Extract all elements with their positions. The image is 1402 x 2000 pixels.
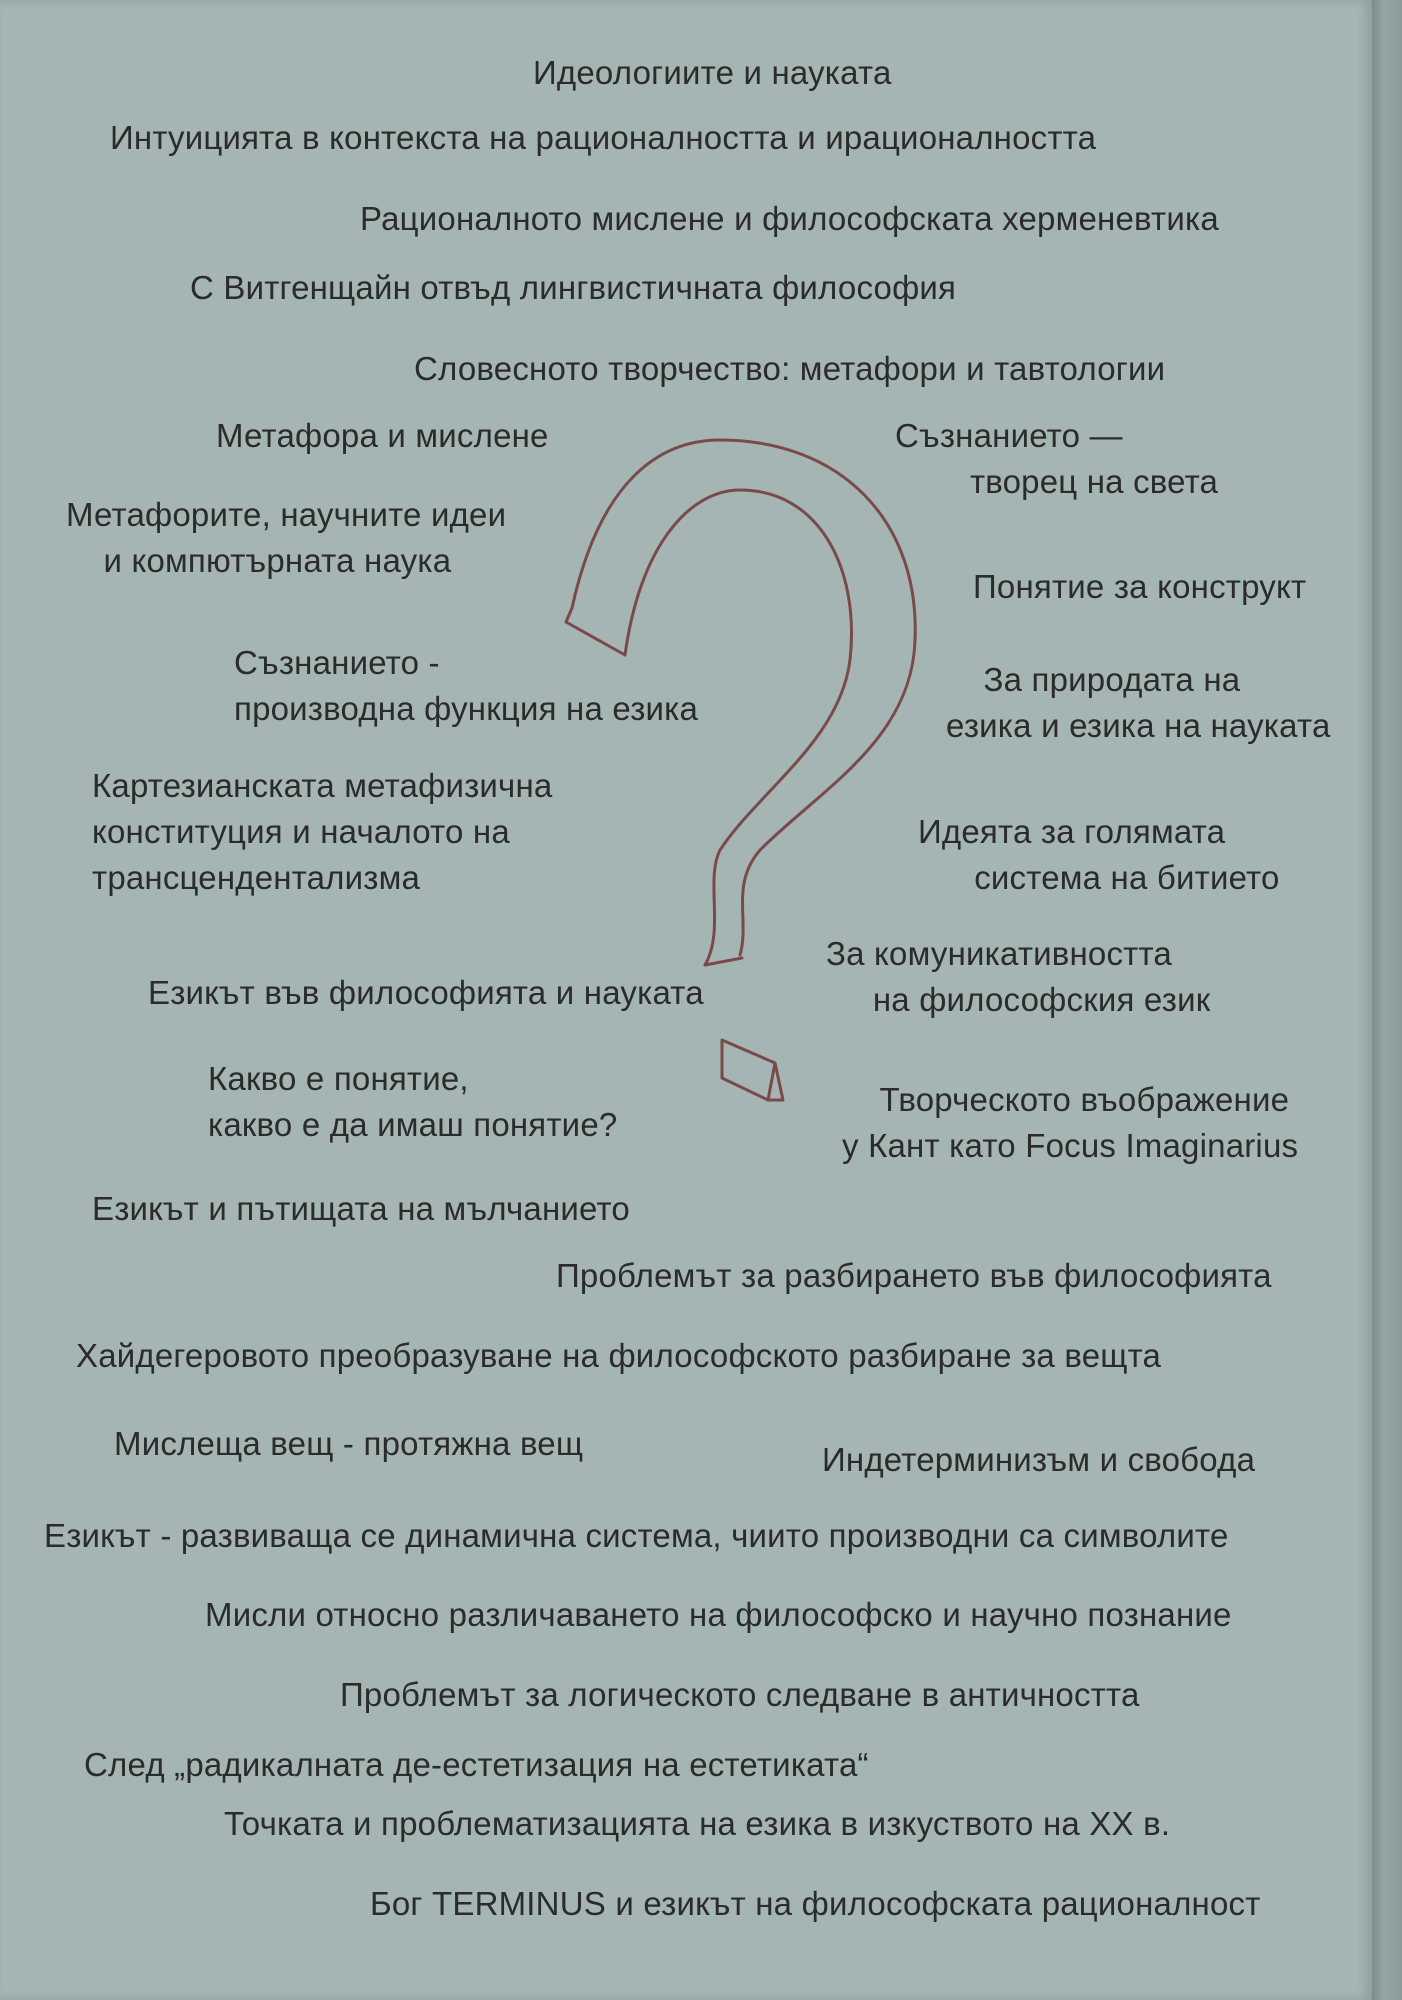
title-item: Точката и проблематизацията на езика в изкуството на ХХ в. — [224, 1805, 1171, 1842]
title-item: Идеологиите и науката — [533, 54, 892, 91]
title-item: Понятие за конструкт — [973, 568, 1307, 605]
title-item: Рационалното мислене и философската херменевтика — [360, 200, 1219, 237]
title-item: Интуицията в контекста на рационалността и ирационалността — [110, 119, 1097, 156]
title-item: Метафорите, научните идеи и компютърната наука — [66, 496, 507, 579]
title-item: Идеята за голямата система на битието — [918, 813, 1280, 896]
title-item: Езикът и пътищата на мълчанието — [92, 1190, 630, 1227]
title-item: С Витгенщайн отвъд лингвистичната философия — [190, 269, 957, 306]
title-item: Картезианската метафизична конституция и началото на трансцендентализма — [92, 767, 553, 896]
title-item: Съзнанието - производна функция на езика — [234, 644, 699, 727]
title-item: Метафора и мислене — [216, 417, 549, 454]
title-item: Творческото въображение у Кант като Focus Imaginarius — [842, 1081, 1299, 1164]
title-item: Мисли относно различаването на философско и научно познание — [205, 1596, 1232, 1633]
title-item: След „радикалната де-естетизация на естетиката“ — [84, 1746, 869, 1783]
title-item: Какво е понятие, какво е да имаш понятие? — [208, 1060, 618, 1143]
title-item: Проблемът за логическото следване в античността — [340, 1676, 1140, 1713]
title-item: Хайдегеровото преобразуване на философското разбиране за вещта — [76, 1337, 1162, 1374]
title-item: За комуникативността на философския език — [826, 935, 1211, 1018]
title-item: Съзнанието — творец на света — [895, 417, 1219, 500]
title-item: Езикът - развиваща се динамична система, чиито производни са символите — [44, 1517, 1229, 1554]
title-item: Проблемът за разбирането във философията — [556, 1257, 1272, 1294]
book-edge — [1372, 0, 1402, 2000]
title-item: Мислеща вещ - протяжна вещ — [114, 1425, 584, 1462]
title-item: За природата на езика и езика на науката — [946, 661, 1331, 744]
title-item: Бог TERMINUS и езикът на философската рационалност — [370, 1885, 1261, 1922]
title-item: Индетерминизъм и свобода — [822, 1441, 1256, 1478]
title-item: Езикът във философията и науката — [148, 974, 704, 1011]
title-item: Словесното творчество: метафори и тавтологии — [414, 350, 1166, 387]
